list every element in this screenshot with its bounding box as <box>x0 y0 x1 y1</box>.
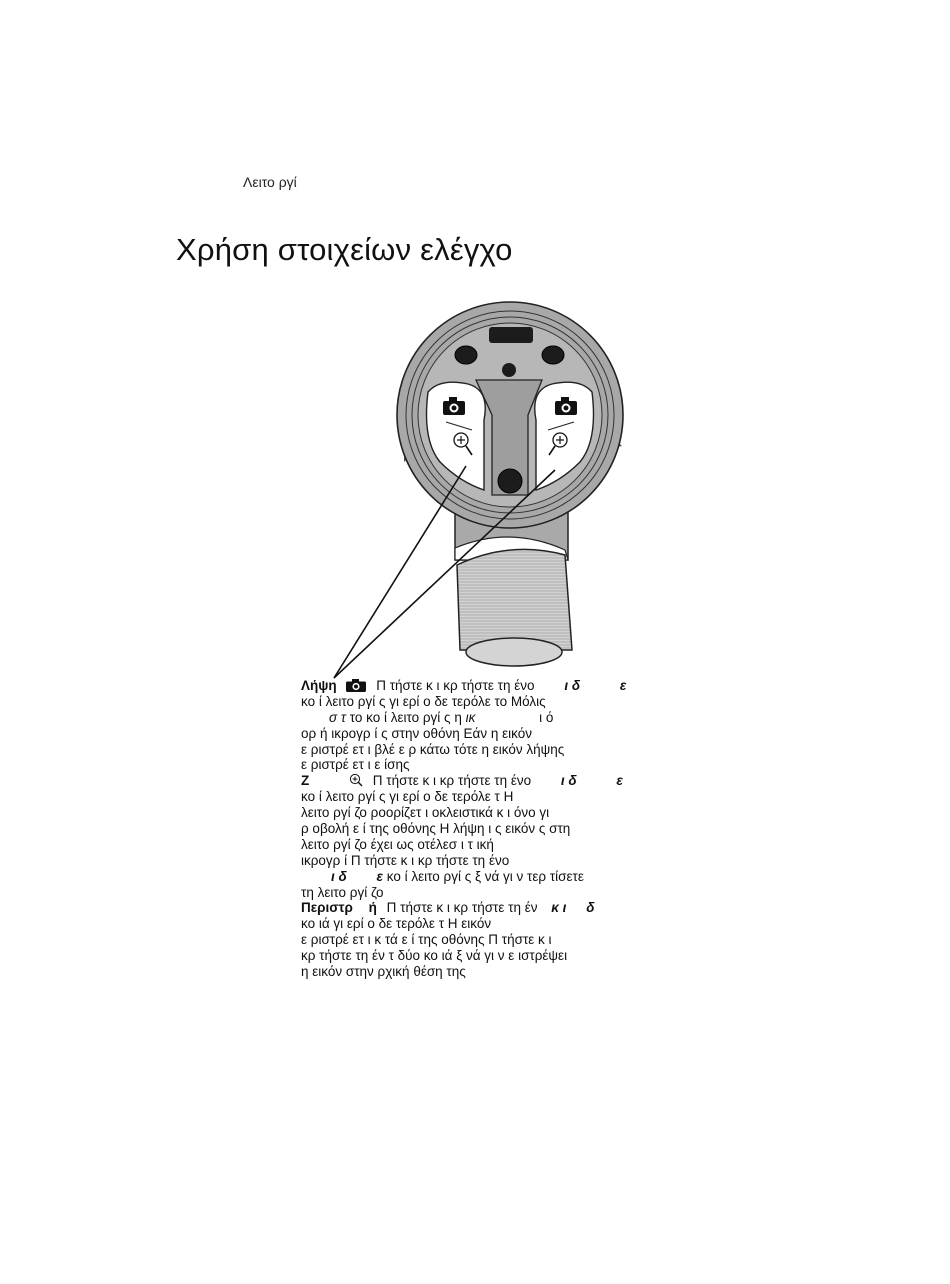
capture-line-6: ε ριστρέ ετ ι ε ίσης <box>301 757 410 773</box>
zoom-line-3: λειτο ργί ζο ροορίζετ ι οκλειστικά κ ι όνο γι <box>301 805 550 821</box>
zoom-in-icon <box>349 773 363 789</box>
rotate-line-3: ε ριστρέ ετ ι κ τά ε ί της οθόνης Π τήστε κ ι <box>301 932 552 948</box>
capture-heading: Λήψη <box>301 678 337 693</box>
device-illustration <box>300 300 640 690</box>
section-label: Λειτο ργί <box>243 174 297 190</box>
zoom-line-5: λειτο ργί ζο έχει ως οτέλεσ ι τ ική <box>301 836 494 852</box>
camera-icon <box>346 679 366 694</box>
zoom-line-1: Ζ Π τήστε κ ι κρ τήστε τη ένο ι δ ε <box>301 773 721 789</box>
zoom-line-8: τη λειτο ργί ζο <box>301 884 384 900</box>
rotate-line-2: κο ιά γι ερί ο δε τερόλε τ Η εικόν <box>301 916 492 932</box>
zoom-line-6: ικρογρ ί Π τήστε κ ι κρ τήστε τη ένο <box>301 852 510 868</box>
device-handle <box>455 505 572 666</box>
zoom-heading: Ζ <box>301 773 310 789</box>
rotate-line-1: Περιστρ ή Π τήστε κ ι κρ τήστε τη έν κ ι δ <box>301 900 595 916</box>
capture-line-2: κο ί λειτο ργί ς γι ερί ο δε τερόλε το Μόλις <box>301 693 546 709</box>
zoom-line-2: κο ί λειτο ργί ς γι ερί ο δε τερόλε τ Η <box>301 789 514 805</box>
page-title: Χρήση στοιχείων ελέγχο <box>176 232 513 267</box>
capture-line-4: ορ ή ικρογρ ί ς στην οθόνη Εάν η εικόν <box>301 725 532 741</box>
rotate-line-4: κρ τήστε τη έν τ δύο κο ιά ξ νά γι ν ε ιστρέψει <box>301 948 568 964</box>
zoom-line-4: ρ οβολή ε ί της οθόνης Η λήψη ι ς εικόν ς στη <box>301 821 571 837</box>
rotate-heading: Περιστρ <box>301 900 353 916</box>
rotate-line-5: η εικόν στην ρχική θέση της <box>301 964 466 980</box>
instructions-text <box>301 678 721 980</box>
capture-line-5: ε ριστρέ ετ ι βλέ ε ρ κάτω τότε η εικόν λήψης <box>301 741 565 757</box>
capture-line-3: σ τ το κο ί λειτο ργί ς η ικ ι ό <box>329 709 554 725</box>
control-dial <box>397 302 623 528</box>
capture-line-1: Λήψη Π τήστε κ ι κρ τήστε τη ένο ι δ ε <box>301 678 721 694</box>
zoom-line-7: ι δ ε κο ί λειτο ργί ς ξ νά γι ν τερ τίσετε <box>331 868 584 884</box>
